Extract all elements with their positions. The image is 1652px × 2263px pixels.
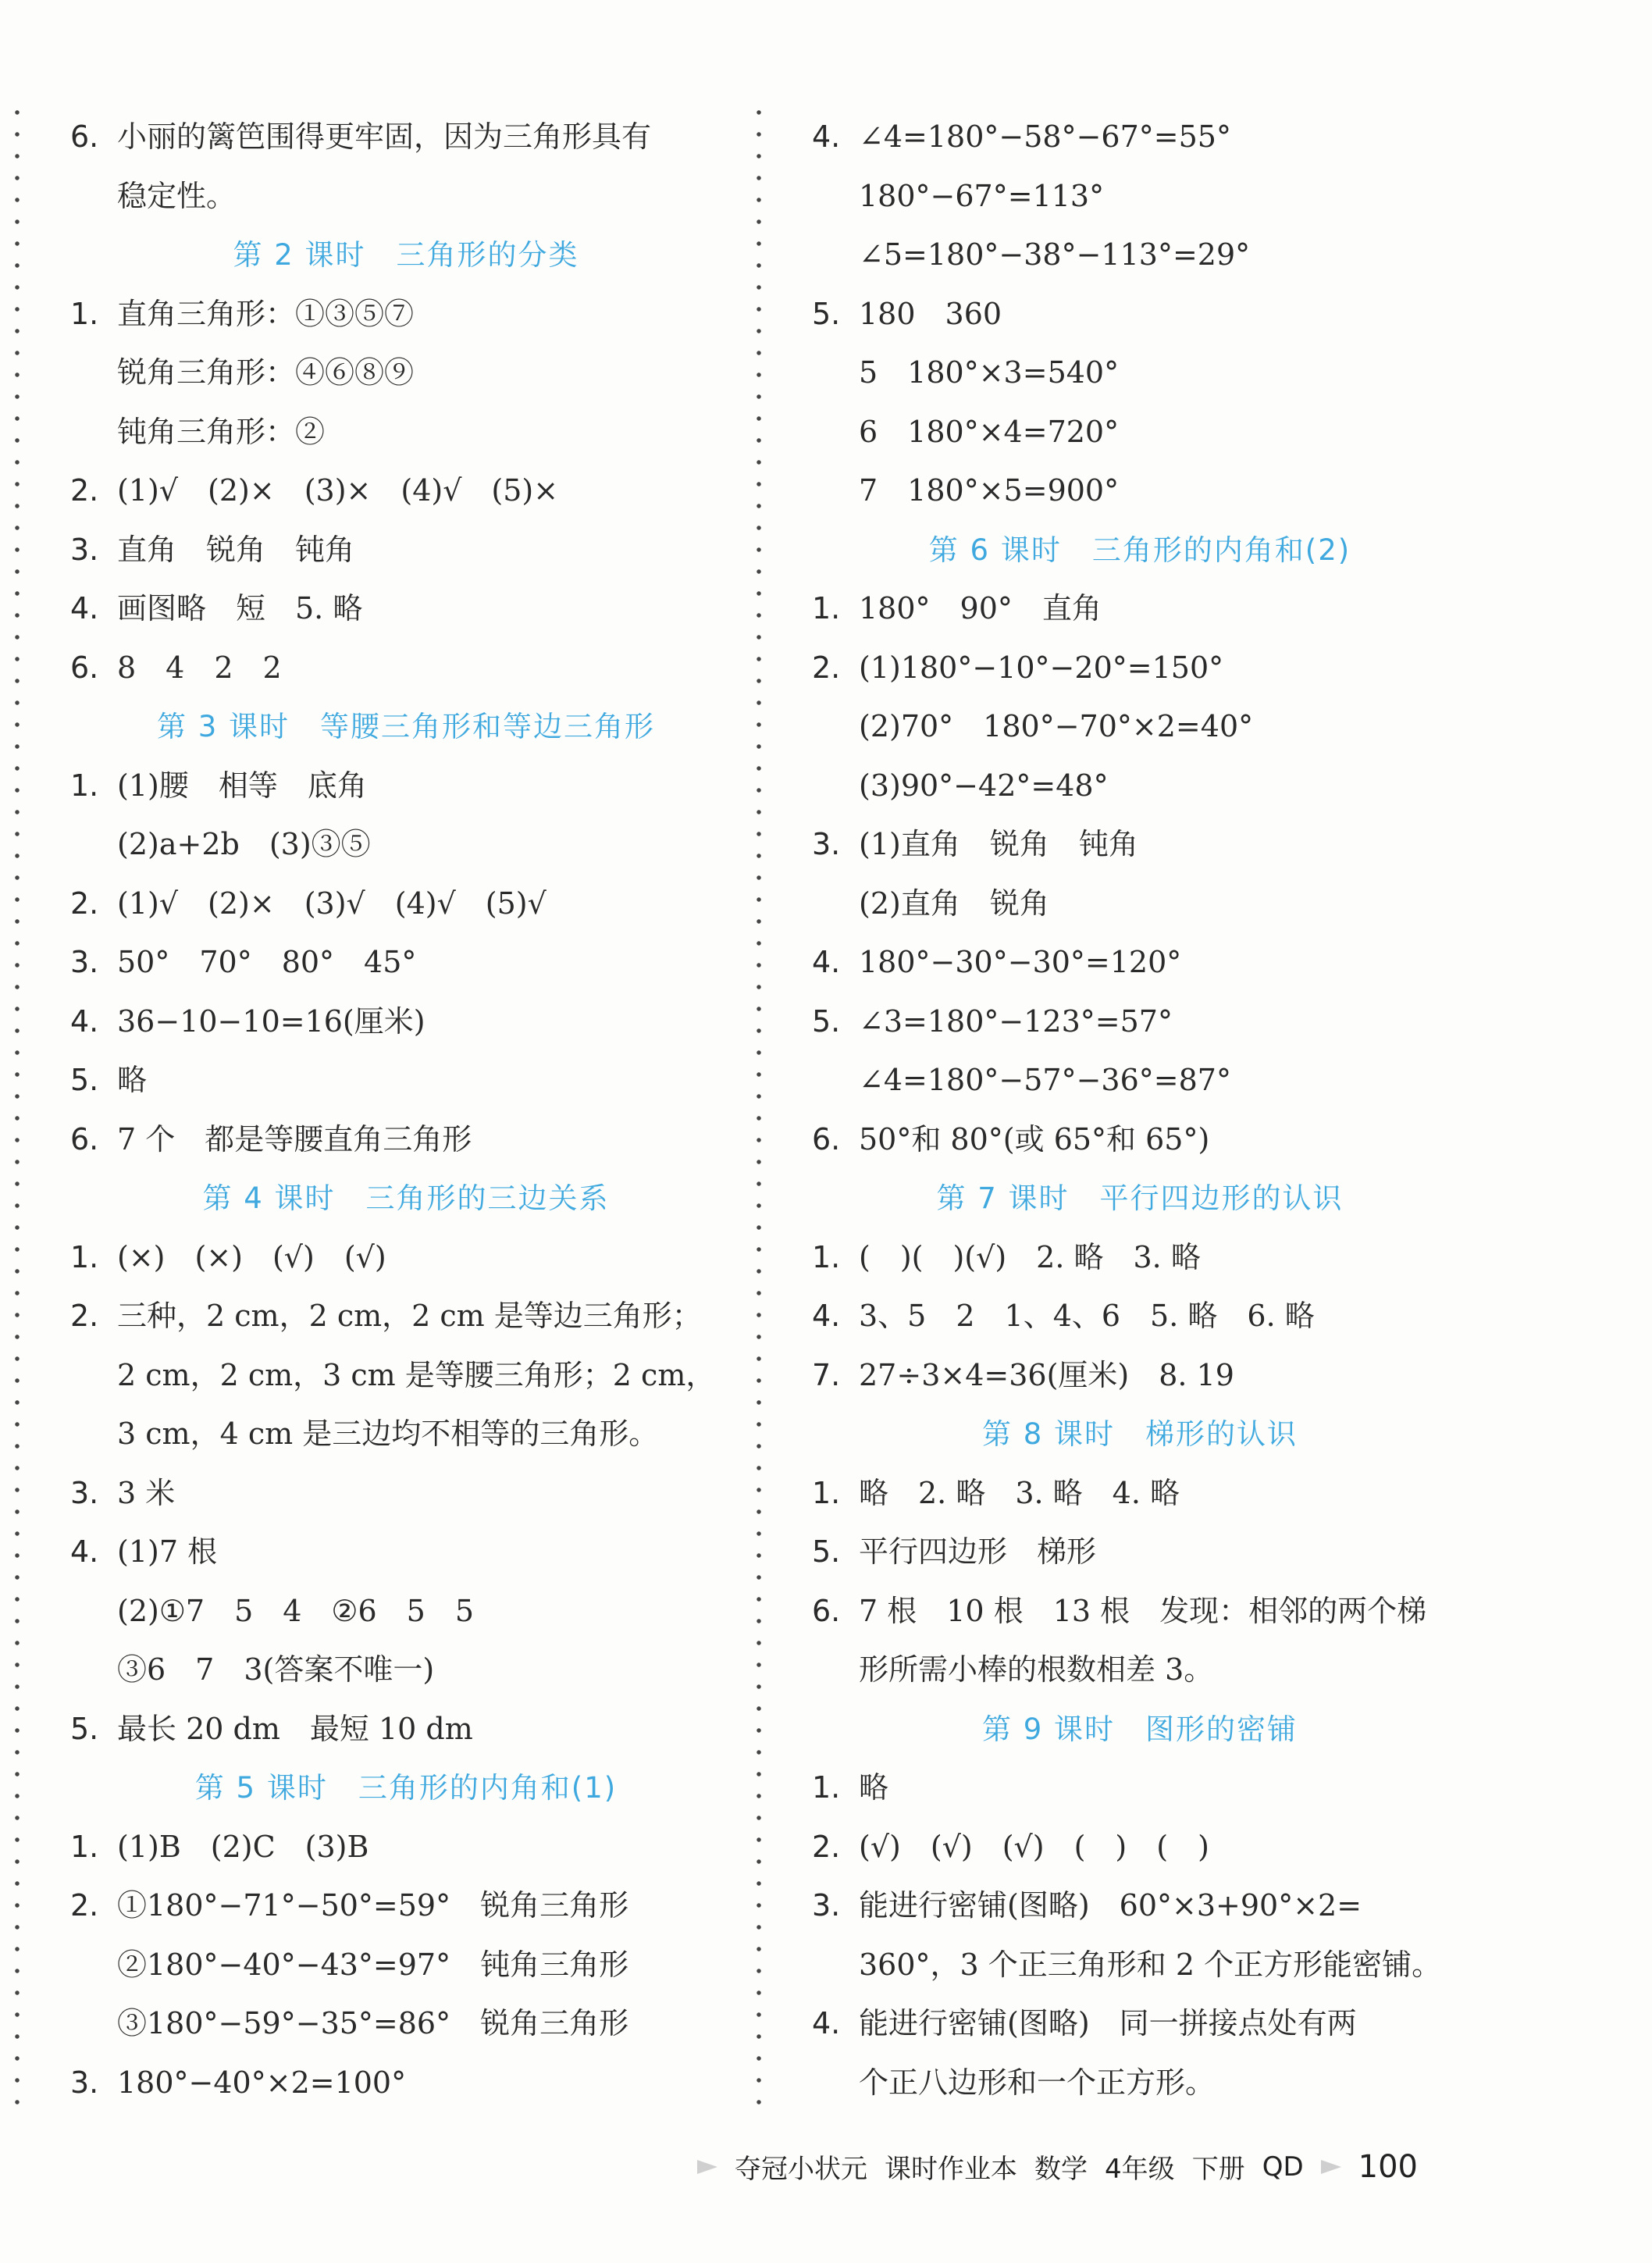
answer-text: 180°−30°−30°=120° — [859, 945, 1182, 979]
answer-continuation: ③6 7 3(答案不唯一) — [117, 1652, 435, 1687]
item-number: 4. — [812, 2006, 841, 2040]
answer-text: (1)√ (2)× (3)√ (4)√ (5)√ — [117, 886, 547, 921]
answer-item — [812, 993, 1468, 1052]
answer-text: (√) (√) (√) ( ) ( ) — [859, 1829, 1209, 1864]
footer-arrow-icon — [1321, 2160, 1341, 2174]
item-number: 5. — [812, 296, 841, 331]
answer-text: ∠4=180°−58°−67°=55° — [859, 119, 1231, 154]
item-number: 6. — [70, 1121, 99, 1156]
answer-item — [812, 1110, 1468, 1170]
footer-arrow-icon — [697, 2160, 717, 2174]
item-number: 7. — [812, 1357, 841, 1392]
answer-continuation: ∠4=180°−57°−36°=87° — [859, 1063, 1231, 1097]
answer-item — [812, 1287, 1468, 1346]
answer-item — [70, 1818, 742, 1877]
answer-item — [70, 1464, 742, 1524]
footer-grade: 4年级 — [1105, 2154, 1175, 2185]
answer-text: ∠3=180°−123°=57° — [859, 1003, 1173, 1039]
answer-continuation: 3 cm，4 cm 是三边均不相等的三角形。 — [117, 1417, 659, 1451]
item-number: 1. — [812, 1770, 841, 1805]
answer-text: (1)B (2)C (3)B — [117, 1829, 369, 1864]
answer-continuation: 稳定性。 — [117, 178, 237, 213]
item-number: 2. — [812, 1829, 841, 1864]
answer-continuation: 个正八边形和一个正方形。 — [859, 2065, 1216, 2100]
footer-brand: 夺冠小状元 — [735, 2154, 868, 2185]
answer-text: ( )( )(√) 2. 略 3. 略 — [859, 1239, 1201, 1274]
section-heading: 第 3 课时 等腰三角形和等边三角形 — [156, 710, 656, 743]
item-number: 4. — [70, 1534, 99, 1569]
answer-text: (1)180°−10°−20°=150° — [859, 650, 1224, 685]
answer-item — [812, 285, 1468, 344]
item-number: 3. — [70, 532, 99, 567]
item-number: 6. — [70, 119, 99, 154]
answer-continuation: 形所需小棒的根数相差 3。 — [859, 1652, 1214, 1687]
answer-text: 180 360 — [859, 296, 1002, 331]
answer-text: (1)腰 相等 底角 — [117, 768, 367, 803]
section-heading: 第 9 课时 图形的密铺 — [981, 1712, 1298, 1746]
item-number: 1. — [812, 591, 841, 625]
answer-continuation: 7 180°×5=900° — [859, 473, 1120, 508]
right-column — [812, 108, 1468, 2112]
item-number: 4. — [70, 1003, 99, 1039]
binding-dots-middle — [757, 102, 761, 2107]
answer-text: 最长 20 dm 最短 10 dm — [117, 1711, 473, 1746]
answer-continuation: (2)①7 5 4 ②6 5 5 — [117, 1593, 475, 1628]
item-number: 2. — [812, 650, 841, 685]
answer-item — [70, 462, 742, 521]
answer-text: ①180°−71°−50°=59° 锐角三角形 — [117, 1888, 629, 1923]
answer-item — [70, 2054, 742, 2113]
answer-continuation: (2)a+2b (3)③⑤ — [117, 827, 371, 861]
item-number: 3. — [812, 827, 841, 861]
answer-text: 180°−40°×2=100° — [117, 2065, 407, 2100]
answer-text: (1)直角 锐角 钝角 — [859, 827, 1138, 861]
item-number: 4. — [812, 1299, 841, 1333]
answer-item — [70, 1110, 742, 1170]
section-heading: 第 6 课时 三角形的内角和(2) — [928, 533, 1351, 567]
item-number: 6. — [70, 650, 99, 685]
answer-text: 平行四边形 梯形 — [859, 1534, 1097, 1569]
item-number: 1. — [70, 768, 99, 803]
answer-text: 略 2. 略 3. 略 4. 略 — [859, 1475, 1180, 1510]
answer-item — [70, 1876, 742, 1936]
answer-text: 3、5 2 1、4、6 5. 略 6. 略 — [859, 1299, 1315, 1333]
answer-item — [812, 639, 1468, 698]
answer-item — [70, 993, 742, 1052]
answer-text: 180° 90° 直角 — [859, 591, 1102, 625]
answer-item — [812, 1582, 1468, 1641]
item-number: 4. — [812, 945, 841, 979]
item-number: 2. — [70, 1299, 99, 1333]
section-heading: 第 2 课时 三角形的分类 — [233, 238, 579, 272]
answer-item — [70, 1228, 742, 1288]
answer-text: 能进行密铺(图略) 同一拼接点处有两 — [859, 2006, 1357, 2040]
answer-text: (1)7 根 — [117, 1534, 218, 1569]
section-heading: 第 5 课时 三角形的内角和(1) — [194, 1771, 618, 1805]
answer-item — [70, 285, 742, 344]
answer-continuation: (2)直角 锐角 — [859, 886, 1049, 921]
answer-item — [70, 1523, 742, 1582]
item-number: 5. — [812, 1534, 841, 1569]
answer-item — [70, 933, 742, 993]
footer-volume: 下册 — [1191, 2154, 1245, 2185]
answer-text: 7 根 10 根 13 根 发现：相邻的两个梯 — [859, 1593, 1427, 1628]
answer-item — [812, 933, 1468, 993]
answer-item — [812, 1346, 1468, 1406]
answer-item — [812, 1464, 1468, 1524]
answer-item — [70, 757, 742, 816]
answer-item — [70, 639, 742, 698]
item-number: 3. — [812, 1888, 841, 1923]
answer-continuation: (3)90°−42°=48° — [859, 768, 1109, 803]
answer-text: 7 个 都是等腰直角三角形 — [117, 1121, 472, 1156]
answer-item — [812, 1523, 1468, 1582]
answer-text: 50°和 80°(或 65°和 65°) — [859, 1121, 1210, 1156]
answer-item — [812, 815, 1468, 875]
answer-item — [812, 1818, 1468, 1877]
item-number: 1. — [70, 296, 99, 331]
answer-text: 直角 锐角 钝角 — [117, 532, 355, 567]
item-number: 6. — [812, 1593, 841, 1628]
answer-text: 50° 70° 80° 45° — [117, 945, 417, 979]
section-heading: 第 8 课时 梯形的认识 — [981, 1417, 1298, 1451]
page-footer — [697, 2147, 1418, 2186]
answer-continuation: 360°，3 个正三角形和 2 个正方形能密铺。 — [859, 1947, 1442, 1982]
answer-item — [70, 579, 742, 639]
answer-continuation: ②180°−40°−43°=97° 钝角三角形 — [117, 1947, 629, 1982]
item-number: 1. — [812, 1239, 841, 1274]
answer-item — [812, 1876, 1468, 1936]
answer-text: 略 — [117, 1063, 148, 1097]
answer-continuation: 180°−67°=113° — [859, 178, 1105, 213]
item-number: 2. — [70, 886, 99, 921]
answer-item — [70, 1700, 742, 1759]
footer-subject: 数学 — [1034, 2154, 1088, 2185]
item-number: 2. — [70, 473, 99, 508]
item-number: 1. — [70, 1239, 99, 1274]
item-number: 5. — [70, 1063, 99, 1097]
item-number: 5. — [812, 1003, 841, 1039]
section-heading: 第 4 课时 三角形的三边关系 — [202, 1181, 610, 1215]
left-column — [70, 108, 742, 2112]
answer-text: 略 — [859, 1770, 889, 1805]
answer-text: 三种，2 cm，2 cm，2 cm 是等边三角形； — [117, 1299, 702, 1333]
answer-text: 3 米 — [117, 1475, 176, 1510]
answer-text: 27÷3×4=36(厘米) 8. 19 — [859, 1357, 1234, 1392]
item-number: 5. — [70, 1711, 99, 1746]
answer-item — [70, 1051, 742, 1110]
answer-text: 小丽的篱笆围得更牢固，因为三角形具有 — [117, 119, 652, 154]
answer-continuation: ∠5=180°−38°−113°=29° — [859, 237, 1251, 272]
answer-item — [812, 1759, 1468, 1818]
answer-text: 36−10−10=16(厘米) — [117, 1003, 425, 1039]
answer-text: (1)√ (2)× (3)× (4)√ (5)× — [117, 473, 559, 508]
answer-item — [812, 1994, 1468, 2054]
answer-item — [812, 1228, 1468, 1288]
binding-dots-left — [15, 102, 20, 2107]
answer-text: 能进行密铺(图略) 60°×3+90°×2= — [859, 1888, 1362, 1923]
item-number: 4. — [70, 591, 99, 625]
item-number: 6. — [812, 1121, 841, 1156]
item-number: 2. — [70, 1888, 99, 1923]
answer-continuation: ③180°−59°−35°=86° 锐角三角形 — [117, 2006, 629, 2040]
answer-continuation: 锐角三角形：④⑥⑧⑨ — [117, 355, 415, 390]
answer-continuation: 2 cm，2 cm，3 cm 是等腰三角形；2 cm， — [117, 1357, 716, 1392]
answer-item — [812, 108, 1468, 167]
item-number: 4. — [812, 119, 841, 154]
section-heading: 第 7 课时 平行四边形的认识 — [936, 1181, 1344, 1215]
item-number: 3. — [70, 1475, 99, 1510]
answer-continuation: 5 180°×3=540° — [859, 355, 1120, 390]
answer-item — [812, 579, 1468, 639]
answer-item — [70, 108, 742, 167]
footer-edition: QD — [1262, 2151, 1304, 2183]
answer-text: 8 4 2 2 — [117, 650, 282, 685]
item-number: 3. — [70, 945, 99, 979]
item-number: 1. — [812, 1475, 841, 1510]
answer-text: (×) (×) (√) (√) — [117, 1239, 386, 1274]
item-number: 1. — [70, 1829, 99, 1864]
footer-book: 课时作业本 — [885, 2154, 1018, 2185]
answer-continuation: 6 180°×4=720° — [859, 414, 1120, 449]
answer-continuation: 钝角三角形：② — [117, 414, 326, 449]
page-number: 100 — [1358, 2148, 1418, 2185]
answer-item — [70, 1287, 742, 1346]
answer-continuation: (2)70° 180°−70°×2=40° — [859, 709, 1254, 743]
answer-text: 直角三角形：①③⑤⑦ — [117, 296, 415, 331]
item-number: 3. — [70, 2065, 99, 2100]
answer-item — [70, 875, 742, 934]
answer-text: 画图略 短 5. 略 — [117, 591, 363, 625]
answer-item — [70, 521, 742, 580]
